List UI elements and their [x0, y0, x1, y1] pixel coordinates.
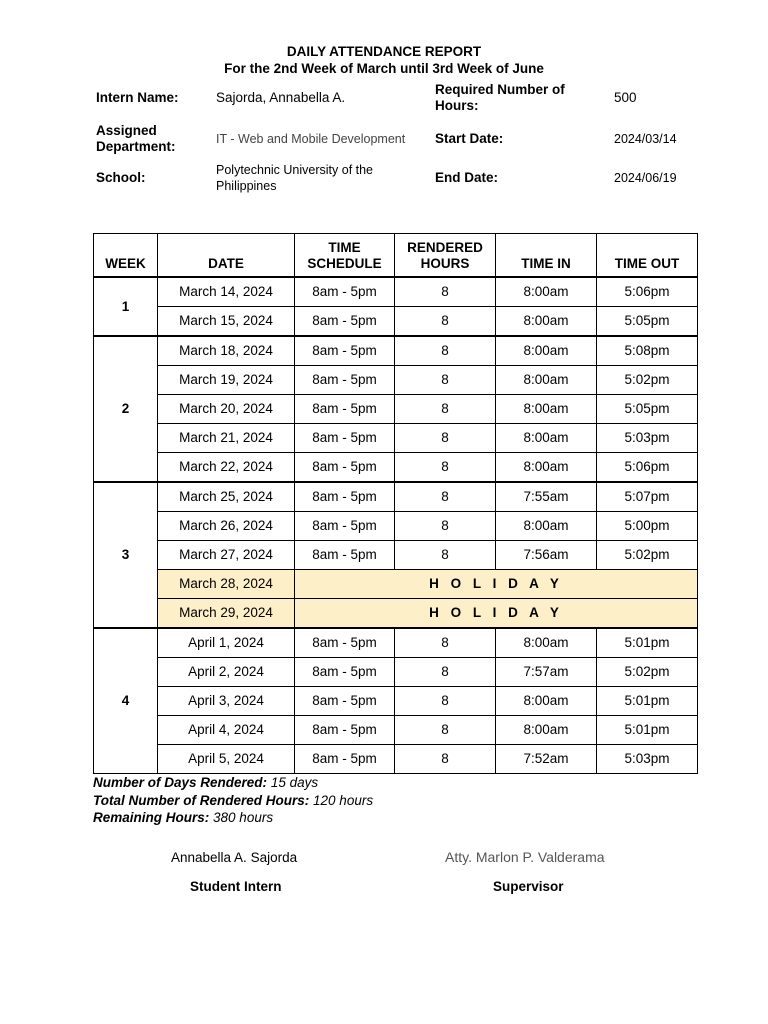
- date-cell: April 5, 2024: [158, 744, 295, 773]
- date-cell: April 4, 2024: [158, 715, 295, 744]
- table-row: [94, 394, 698, 423]
- date-cell: March 18, 2024: [158, 336, 295, 366]
- table-row: [94, 744, 698, 773]
- schedule-cell: 8am - 5pm: [295, 365, 395, 394]
- week-cell: 2: [94, 336, 158, 482]
- required-hours-label-line1: Required Number of: [435, 82, 565, 97]
- table-row: [94, 540, 698, 569]
- date-cell: March 14, 2024: [158, 277, 295, 307]
- time-in-cell: 7:57am: [496, 657, 597, 686]
- table-row: [94, 686, 698, 715]
- schedule-cell: 8am - 5pm: [295, 744, 395, 773]
- time-out-cell: 5:03pm: [597, 423, 698, 452]
- week-cell: 1: [94, 277, 158, 336]
- table-header-row: [94, 234, 698, 277]
- hours-cell: 8: [395, 306, 496, 336]
- supervisor-signature-name: Atty. Marlon P. Valderama: [445, 849, 605, 865]
- table-row: [94, 511, 698, 540]
- time-out-cell: 5:03pm: [597, 744, 698, 773]
- school-value-line1: Polytechnic University of the: [216, 163, 374, 177]
- department-label: [96, 123, 176, 155]
- time-in-cell: 7:55am: [496, 482, 597, 512]
- schedule-cell: 8am - 5pm: [295, 657, 395, 686]
- time-in-cell: 8:00am: [496, 336, 597, 366]
- time-in-cell: 8:00am: [496, 277, 597, 307]
- header-time-in: TIME IN: [496, 234, 597, 277]
- time-out-cell: 5:02pm: [597, 540, 698, 569]
- hours-cell: 8: [395, 744, 496, 773]
- date-cell: March 22, 2024: [158, 452, 295, 482]
- week-cell: 4: [94, 628, 158, 774]
- schedule-cell: 8am - 5pm: [295, 540, 395, 569]
- hours-cell: 8: [395, 657, 496, 686]
- remaining-hours-line: [93, 809, 373, 827]
- week-cell: 3: [94, 482, 158, 628]
- days-rendered-value: 15 days: [270, 775, 319, 790]
- schedule-cell: 8am - 5pm: [295, 715, 395, 744]
- schedule-cell: 8am - 5pm: [295, 686, 395, 715]
- end-date-value: 2024/06/19: [614, 171, 677, 185]
- remaining-hours-label: Remaining Hours:: [93, 810, 210, 825]
- table-row: [94, 423, 698, 452]
- time-in-cell: 8:00am: [496, 306, 597, 336]
- intern-signature-name: Annabella A. Sajorda: [171, 850, 298, 865]
- table-row: [94, 628, 698, 658]
- time-in-cell: 8:00am: [496, 452, 597, 482]
- schedule-cell: 8am - 5pm: [295, 306, 395, 336]
- time-in-cell: 8:00am: [496, 365, 597, 394]
- hours-cell: 8: [395, 628, 496, 658]
- time-out-cell: 5:01pm: [597, 686, 698, 715]
- time-out-cell: 5:08pm: [597, 336, 698, 366]
- required-hours-label-line2: Hours:: [435, 98, 479, 113]
- time-in-cell: 7:52am: [496, 744, 597, 773]
- date-cell: March 25, 2024: [158, 482, 295, 512]
- hours-cell: 8: [395, 277, 496, 307]
- time-out-cell: 5:02pm: [597, 365, 698, 394]
- time-out-cell: 5:06pm: [597, 452, 698, 482]
- time-out-cell: 5:07pm: [597, 482, 698, 512]
- time-in-cell: 8:00am: [496, 423, 597, 452]
- table-row: [94, 277, 698, 307]
- attendance-table: [93, 233, 698, 774]
- total-hours-line: [93, 792, 373, 810]
- schedule-cell: 8am - 5pm: [295, 336, 395, 366]
- time-in-cell: 8:00am: [496, 394, 597, 423]
- date-cell: March 20, 2024: [158, 394, 295, 423]
- hours-cell: 8: [395, 365, 496, 394]
- time-in-cell: 8:00am: [496, 686, 597, 715]
- time-out-cell: 5:00pm: [597, 511, 698, 540]
- holiday-row: [94, 569, 698, 598]
- schedule-cell: 8am - 5pm: [295, 394, 395, 423]
- date-cell: April 3, 2024: [158, 686, 295, 715]
- remaining-hours-value: 380 hours: [213, 810, 274, 825]
- date-cell: April 1, 2024: [158, 628, 295, 658]
- required-hours-label: [435, 82, 565, 114]
- date-cell: March 26, 2024: [158, 511, 295, 540]
- intern-signature-role: Student Intern: [190, 879, 282, 894]
- schedule-cell: 8am - 5pm: [295, 482, 395, 512]
- table-row: [94, 306, 698, 336]
- start-date-value: 2024/03/14: [614, 132, 677, 146]
- supervisor-signature-role: Supervisor: [493, 879, 564, 894]
- hours-cell: 8: [395, 715, 496, 744]
- hours-cell: 8: [395, 686, 496, 715]
- hours-cell: 8: [395, 452, 496, 482]
- schedule-cell: 8am - 5pm: [295, 511, 395, 540]
- total-hours-value: 120 hours: [313, 792, 374, 808]
- date-cell: March 28, 2024: [158, 569, 295, 598]
- hours-cell: 8: [395, 511, 496, 540]
- date-cell: March 15, 2024: [158, 306, 295, 336]
- time-out-cell: 5:05pm: [597, 306, 698, 336]
- time-out-cell: 5:02pm: [597, 657, 698, 686]
- time-in-cell: 8:00am: [496, 628, 597, 658]
- days-rendered-label: Number of Days Rendered:: [93, 775, 268, 790]
- table-row: [94, 452, 698, 482]
- hours-cell: 8: [395, 336, 496, 366]
- schedule-cell: 8am - 5pm: [295, 423, 395, 452]
- schedule-cell: 8am - 5pm: [295, 628, 395, 658]
- hours-cell: 8: [395, 540, 496, 569]
- holiday-row: [94, 598, 698, 628]
- table-row: [94, 365, 698, 394]
- table-row: [94, 336, 698, 366]
- school-value-line2: Philippines: [216, 179, 277, 193]
- date-cell: March 29, 2024: [158, 598, 295, 628]
- schedule-cell: 8am - 5pm: [295, 452, 395, 482]
- header-schedule: TIME SCHEDULE: [295, 234, 395, 277]
- date-cell: March 27, 2024: [158, 540, 295, 569]
- hours-cell: 8: [395, 423, 496, 452]
- total-hours-label: Total Number of Rendered Hours:: [93, 792, 310, 808]
- department-label-line2: Department:: [96, 139, 176, 154]
- school-value: [216, 162, 373, 194]
- days-rendered-line: [93, 774, 373, 792]
- time-out-cell: 5:01pm: [597, 715, 698, 744]
- hours-cell: 8: [395, 394, 496, 423]
- header-rendered-hours: RENDERED HOURS: [395, 234, 496, 277]
- intern-name-value: Sajorda, Annabella A.: [216, 90, 346, 105]
- report-title: [0, 43, 768, 77]
- table-row: [94, 657, 698, 686]
- hours-cell: 8: [395, 482, 496, 512]
- time-out-cell: 5:01pm: [597, 628, 698, 658]
- department-label-line1: Assigned: [96, 123, 157, 138]
- report-title-text: DAILY ATTENDANCE REPORT: [286, 44, 482, 59]
- time-in-cell: 8:00am: [496, 511, 597, 540]
- header-date: DATE: [158, 234, 295, 277]
- table-row: [94, 482, 698, 512]
- report-subtitle: For the 2nd Week of March until 3rd Week of June: [224, 61, 544, 76]
- header-week: WEEK: [94, 234, 158, 277]
- schedule-cell: 8am - 5pm: [295, 277, 395, 307]
- date-cell: April 2, 2024: [158, 657, 295, 686]
- header-time-out: TIME OUT: [597, 234, 698, 277]
- date-cell: March 19, 2024: [158, 365, 295, 394]
- holiday-cell: H O L I D A Y: [295, 569, 698, 598]
- end-date-label: End Date:: [435, 170, 499, 185]
- time-out-cell: 5:06pm: [597, 277, 698, 307]
- summary-block: [93, 774, 373, 827]
- table-row: [94, 715, 698, 744]
- date-cell: March 21, 2024: [158, 423, 295, 452]
- holiday-cell: H O L I D A Y: [295, 598, 698, 628]
- time-out-cell: 5:05pm: [597, 394, 698, 423]
- time-in-cell: 7:56am: [496, 540, 597, 569]
- department-value: IT - Web and Mobile Development: [216, 132, 406, 146]
- start-date-label: Start Date:: [435, 131, 504, 146]
- required-hours-value: 500: [614, 90, 637, 105]
- time-in-cell: 8:00am: [496, 715, 597, 744]
- school-label: School:: [96, 170, 146, 185]
- intern-name-label: Intern Name:: [96, 90, 179, 105]
